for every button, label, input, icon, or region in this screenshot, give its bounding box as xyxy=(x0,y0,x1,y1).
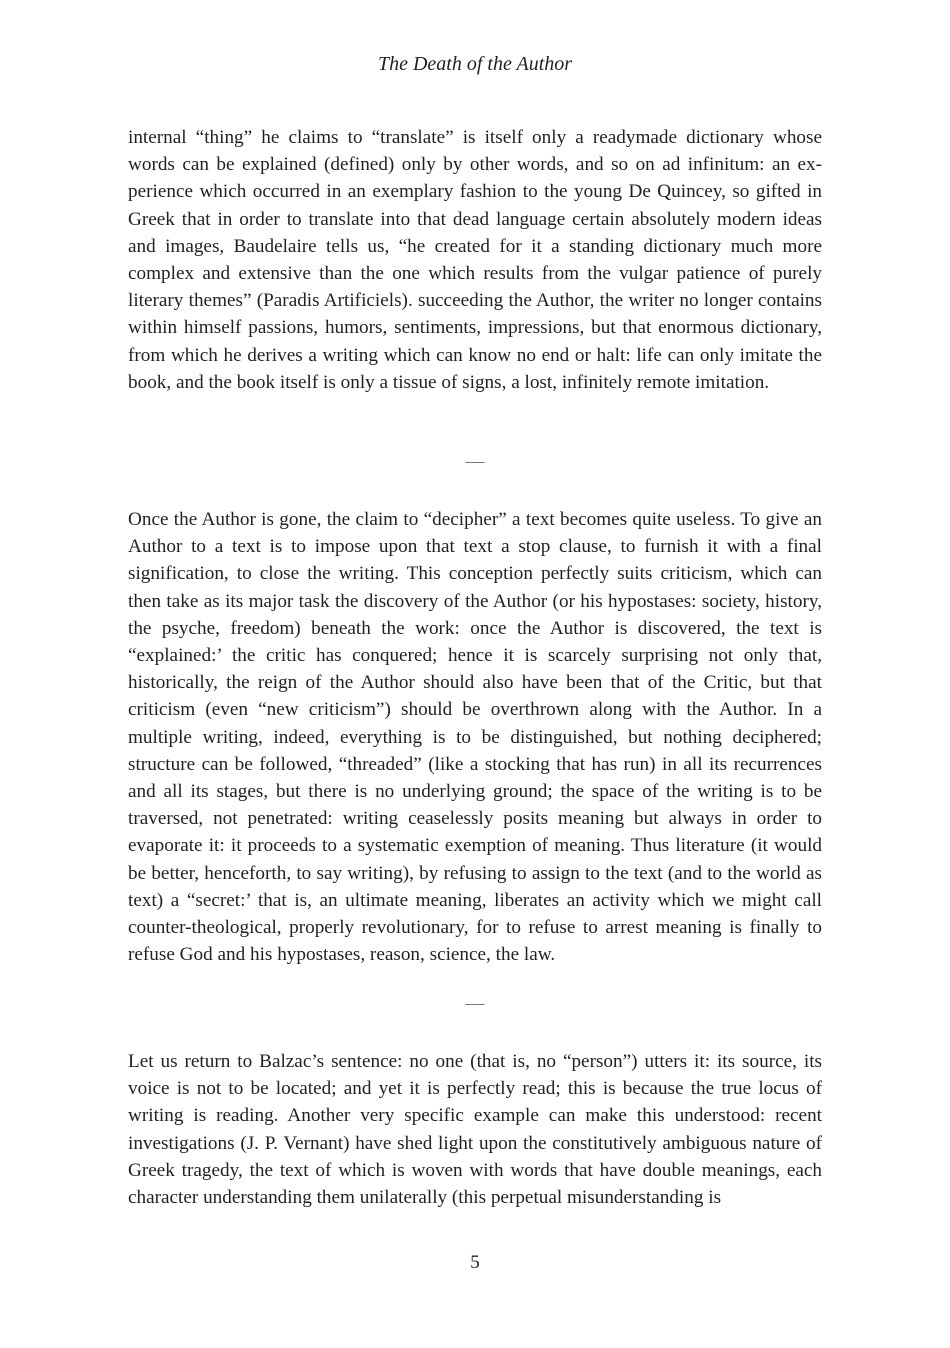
running-head: The Death of the Author xyxy=(377,53,573,75)
page-number: 5 xyxy=(470,1252,480,1273)
body-paragraph-3 xyxy=(128,1048,822,1211)
section-separator-2: — xyxy=(465,993,485,1014)
paragraph-text: internal “thing” he claims to “translate” is itself only a readymade dictionary whose words can be explained (defined) only by other words, and so on ad infinitum: an experience which occurred in an exemplary fashion to the young De Quincey, so gifted in Greek that in order to translate into that dead language certain absolutely modern ideas and images, Baudelaire tells us, “he created for it a standing dictionary much more complex and extensive than the one which results from the vulgar patience of purely literary themes” (Paradis Artificiels). succeeding the Author, the writer no longer contains within himself passions, humors, sentiments, impressions, but that enormous dictionary, from which he derives a writing which can know no end or halt: life can only imitate the book, and the book itself is only a tissue of signs, a lost, infinitely remote imitation. xyxy=(128,127,822,393)
body-paragraph-1 xyxy=(128,124,822,396)
paragraph-text: Once the Author is gone, the claim to “decipher” a text becomes quite useless. To give an Author to a text is to impose upon that text a stop clause, to furnish it with a final signification, to close the writing. This conception perfectly suits criticism, which can then take as its major task the discovery of the Author (or his hypostases: society, history, the psyche, freedom) beneath the work: once the Author is discovered, the text is “explained:’ the critic has conquered; hence it is scarcely surprising not only that, historically, the reign of the Author should also have been that of the Critic, but that criticism (even “new criticism”) should be overthrown along with the Author. In a multiple writing, indeed, everything is to be distinguished, but nothing deciphered; structure can be followed, “threaded” (like a stocking that has run) in all its recurrences and all its stages, but there is no underlying ground; the space of the writing is to be traversed, not penetrated: writing ceaselessly posits meaning but always in order to evaporate it: it proceeds to a systematic exemption of meaning. Thus literature (it would be better, henceforth, to say writing), by refusing to assign to the text (and to the world as text) a “secret:’ that is, an ultimate meaning, liberates an activity which we might call counter-theological, properly revolutionary, for to refuse to arrest meaning is finally to refuse God and his hypostases, reason, science, the law. xyxy=(128,509,822,966)
section-separator-1: — xyxy=(465,451,485,472)
body-paragraph-2 xyxy=(128,506,822,968)
paragraph-text: Let us return to Balzac’s sentence: no one (that is, no “person”) utters it: its source, its voice is not to be located; and yet it is perfectly read; this is because the true locus of writing is reading. Another very specific example can make this understood: recent investigations (J. P. Vernant) have shed light upon the constitutively ambiguous nature of Greek tragedy, the text of which is woven with words that have double meanings, each character understanding them unilaterally (this perpetual misunderstanding is xyxy=(128,1051,822,1209)
